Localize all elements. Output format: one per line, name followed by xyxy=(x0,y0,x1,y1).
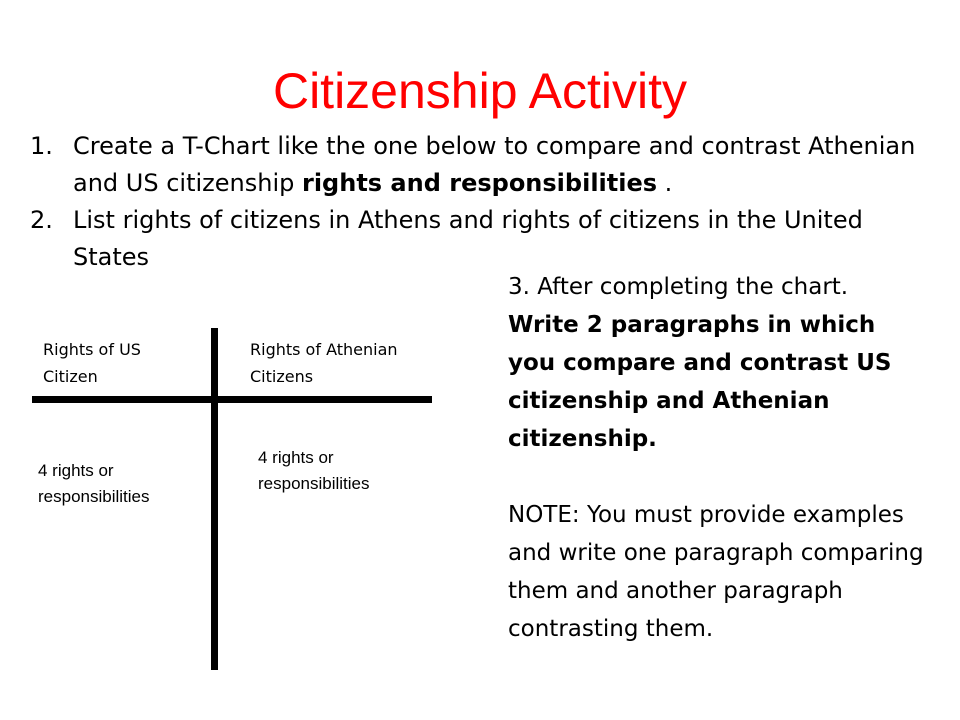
spacer xyxy=(508,458,928,496)
instruction-item-1 xyxy=(30,128,935,202)
t-chart-left-header xyxy=(43,336,203,390)
instruction-number: 2. xyxy=(30,206,53,234)
left-body-line: responsibilities xyxy=(38,487,150,506)
t-chart-right-header xyxy=(250,336,440,390)
instruction-text: List rights of citizens in Athens and rights of citizens in the United States xyxy=(73,206,863,271)
left-header-line: Rights of US xyxy=(43,340,141,359)
left-header-line: Citizen xyxy=(43,367,98,386)
right-header-line: Rights of Athenian xyxy=(250,340,398,359)
instruction-text-end: . xyxy=(657,169,673,197)
page-title: Citizenship Activity xyxy=(272,63,688,119)
instruction-item-2 xyxy=(30,202,935,276)
instruction-number: 1. xyxy=(30,132,53,160)
t-chart-left-body xyxy=(38,458,213,510)
instruction-bold-text: rights and responsibilities xyxy=(301,169,658,197)
note-text: NOTE: You must provide examples and write one paragraph comparing them and another paragraph contrasting them. xyxy=(508,502,924,642)
left-body-line: 4 rights or xyxy=(38,461,114,480)
t-chart-right-body xyxy=(258,445,433,497)
right-body-line: responsibilities xyxy=(258,474,370,493)
instruction-list xyxy=(30,128,935,276)
t-chart-horizontal-line xyxy=(32,396,432,403)
step-3-instructions xyxy=(508,268,928,648)
right-header-line: Citizens xyxy=(250,367,314,386)
step-3-intro: 3. After completing the chart. xyxy=(508,274,849,300)
step-3-task: Write 2 paragraphs in which you compare and contrast US citizenship and Athenian citizenship. xyxy=(508,312,892,452)
right-body-line: 4 rights or xyxy=(258,448,334,467)
instruction-text: Create a T-Chart like the one below to compare and contrast Athenian and US citizenship xyxy=(73,132,916,197)
